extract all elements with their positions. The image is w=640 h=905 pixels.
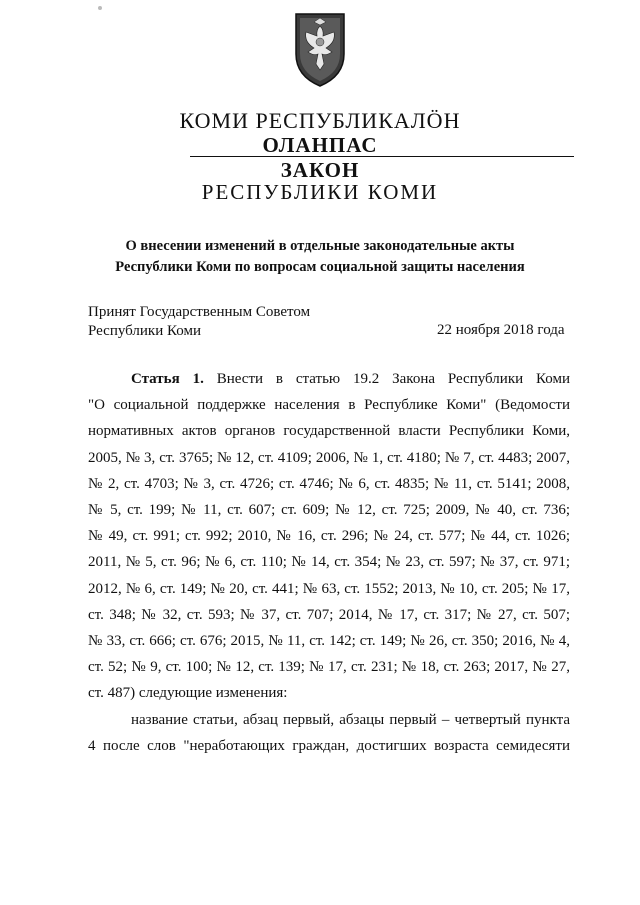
header-respubliki: РЕСПУБЛИКИ КОМИ	[201, 180, 439, 204]
law-title-line: Республики Коми по вопросам социальной защиты населения	[115, 259, 525, 275]
law-body	[88, 366, 570, 759]
article-line: ст. 52; № 9, ст. 100; № 12, ст. 139; № 17, ст. 231; № 18, ст. 263; 2017, № 27,	[88, 659, 570, 676]
header-divider	[190, 156, 574, 157]
header-zakon: ЗАКОН	[280, 158, 360, 182]
adopted-by	[88, 303, 310, 341]
article-label: Статья 1.	[131, 371, 204, 387]
header-komi: КОМИ РЕСПУБЛИКАЛÖН	[179, 108, 461, 133]
article-line: 2011, № 5, ст. 96; № 6, ст. 110; № 14, ст. 354; № 23, ст. 597; № 37, ст. 971;	[88, 554, 570, 571]
adopted-line: Принят Государственным Советом	[88, 304, 311, 320]
article-line: № 33, ст. 666; ст. 676; 2015, № 11, ст. 142; ст. 149; № 26, ст. 350; 2016, № 4,	[88, 633, 570, 650]
paragraph-line: 4 после слов "неработающих граждан, достигших возраста семидесяти	[88, 737, 570, 754]
article-line: нормативных актов органов государственной власти Республики Коми,	[88, 423, 570, 440]
article-line: № 49, ст. 991; ст. 992; 2010, № 16, ст. 296; № 24, ст. 577; № 44, ст. 1026;	[88, 528, 570, 545]
coat-of-arms-icon	[292, 8, 348, 88]
adoption-date: 22 ноября 2018 года	[437, 322, 565, 338]
article-line: ст. 348; № 32, ст. 593; № 37, ст. 707; 2014, № 17, ст. 317; № 27, ст. 507;	[88, 606, 570, 623]
article-line: № 5, ст. 199; № 11, ст. 607; ст. 609; № 12, ст. 725; 2009, № 40, ст. 736;	[88, 502, 570, 519]
article-line: "О социальной поддержке населения в Республике Коми" (Ведомости	[88, 397, 570, 414]
law-title	[60, 236, 580, 278]
paragraph-line: название статьи, абзац первый, абзацы первый – четвертый пункта	[131, 711, 570, 728]
article-line: Статья 1. Внести в статью 19.2 Закона Республики Коми	[131, 371, 570, 387]
article-line: 2012, № 6, ст. 149; № 20, ст. 441; № 63, ст. 1552; 2013, № 10, ст. 205; № 17,	[88, 580, 570, 597]
scan-dot	[98, 6, 102, 10]
adopted-line: Республики Коми	[88, 323, 201, 339]
header-olanpas: ОЛАНПАС	[262, 133, 378, 157]
article-line: № 2, ст. 4703; № 3, ст. 4726; ст. 4746; № 6, ст. 4835; № 11, ст. 5141; 2008,	[88, 475, 570, 492]
article-line: ст. 487) следующие изменения:	[88, 685, 288, 702]
law-title-line: О внесении изменений в отдельные законодательные акты	[125, 238, 515, 254]
article-line: 2005, № 3, ст. 3765; № 12, ст. 4109; 2006, № 1, ст. 4180; № 7, ст. 4483; 2007,	[88, 449, 570, 466]
